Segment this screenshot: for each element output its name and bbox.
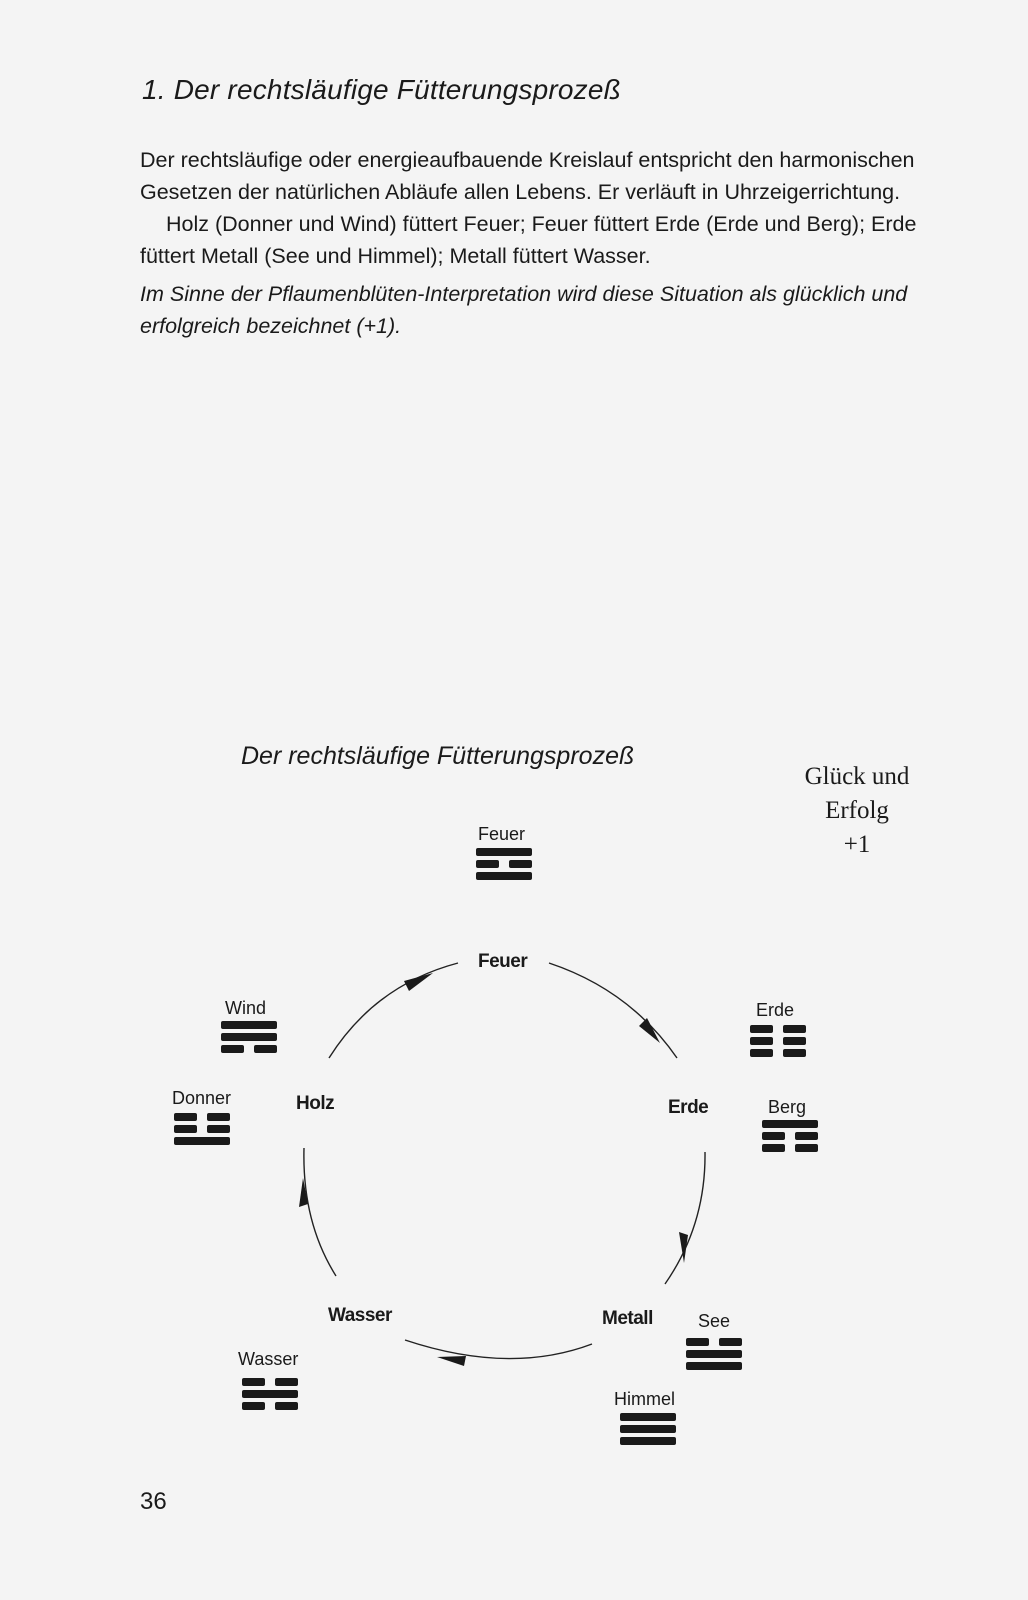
trigram-berg-line-1	[762, 1120, 818, 1128]
trigram-erde-line-1-seg-2	[783, 1025, 806, 1033]
section-heading: 1. Der rechtsläufige Fütterungsprozeß	[142, 74, 621, 105]
trigram-feuer-icon	[476, 848, 532, 880]
trigram-wind-icon	[221, 1021, 277, 1053]
trigram-wasser-line-3-seg-2	[275, 1402, 298, 1410]
paragraph-intro: Der rechtsläufige oder energieaufbauende Kreislauf entspricht den harmonischen Gesetzen der natürlichen Abläufe allen Lebens. Er verläuft in Uhrzeigerrichtung.	[140, 148, 915, 204]
trigram-berg-line-3-seg-1	[762, 1144, 785, 1152]
trigram-donner-line-1-seg-2	[207, 1113, 230, 1121]
trigram-see-line-3	[686, 1362, 742, 1370]
trigram-see-line-1-seg-1	[686, 1338, 709, 1346]
trigram-berg-icon	[762, 1120, 818, 1152]
trigram-erde-line-1-seg-1	[750, 1025, 773, 1033]
trigram-label-wind: Wind	[225, 998, 267, 1018]
trigram-label-himmel: Himmel	[614, 1389, 675, 1409]
trigram-see-line-1-seg-2	[719, 1338, 742, 1346]
trigram-feuer-line-2-seg-2	[509, 860, 532, 868]
trigram-label-feuer: Feuer	[478, 824, 526, 844]
trigram-berg-line-2-seg-1	[762, 1132, 785, 1140]
trigram-himmel-line-3	[620, 1437, 676, 1445]
trigram-himmel-icon	[620, 1413, 676, 1445]
trigram-erde-line-2-seg-2	[783, 1037, 806, 1045]
arc-holz-feuer	[329, 963, 458, 1058]
trigram-erde-line-3-seg-2	[783, 1049, 806, 1057]
trigram-feuer-line-2-seg-1	[476, 860, 499, 868]
arc-wasser-holz	[304, 1148, 336, 1276]
trigram-see-line-2	[686, 1350, 742, 1358]
trigram-wind-line-3-seg-1	[221, 1045, 244, 1053]
trigram-donner-line-2-seg-2	[207, 1125, 230, 1133]
trigram-feuer-line-3	[476, 872, 532, 880]
trigram-wasser-line-3-seg-1	[242, 1402, 265, 1410]
trigram-wind-line-3-seg-2	[254, 1045, 277, 1053]
trigram-berg-line-2-seg-2	[795, 1132, 818, 1140]
paragraph-interpretation: Im Sinne der Pflaumenblüten-Interpretation wird diese Situation als glücklich und erfolgreich bezeichnet (+1).	[140, 282, 908, 338]
luck-note-value: +1	[843, 831, 871, 858]
trigram-label-berg: Berg	[768, 1097, 807, 1117]
trigram-donner-line-3	[174, 1137, 230, 1145]
trigram-himmel-line-1	[620, 1413, 676, 1421]
trigram-erde-line-2-seg-1	[750, 1037, 773, 1045]
trigram-label-wasser: Wasser	[238, 1349, 299, 1369]
luck-note-line2: Erfolg	[825, 797, 889, 824]
phase-label-metall: Metall	[602, 1308, 653, 1329]
trigram-wind-line-1	[221, 1021, 277, 1029]
trigram-wasser-line-1-seg-1	[242, 1378, 265, 1386]
trigram-wasser-line-2	[242, 1390, 298, 1398]
trigram-feuer-line-1	[476, 848, 532, 856]
trigram-berg-line-3-seg-2	[795, 1144, 818, 1152]
phase-label-feuer: Feuer	[478, 951, 528, 972]
arrow-feuer-erde	[639, 1018, 660, 1043]
arrow-holz-feuer	[404, 973, 433, 991]
paragraph-cycle: Holz (Donner und Wind) füttert Feuer; Feuer füttert Erde (Erde und Berg); Erde füttert Metall (See und Himmel); Metall füttert Wasser.	[140, 212, 917, 268]
phase-label-holz: Holz	[296, 1093, 335, 1114]
page-number: 36	[140, 1488, 167, 1515]
diagram-title: Der rechtsläufige Fütterungsprozeß	[241, 742, 635, 770]
arrow-metall-wasser	[437, 1356, 466, 1366]
trigram-label-erde: Erde	[756, 1000, 795, 1020]
trigram-wasser-line-1-seg-2	[275, 1378, 298, 1386]
trigram-donner-icon	[174, 1113, 230, 1145]
trigram-erde-line-3-seg-1	[750, 1049, 773, 1057]
trigram-label-donner: Donner	[172, 1088, 232, 1108]
trigram-donner-line-1-seg-1	[174, 1113, 197, 1121]
arc-feuer-erde	[549, 963, 677, 1058]
trigram-erde-icon	[750, 1025, 806, 1057]
arc-metall-wasser	[405, 1340, 592, 1359]
trigram-wind-line-2	[221, 1033, 277, 1041]
trigram-see-icon	[686, 1338, 742, 1370]
arc-erde-metall	[665, 1152, 705, 1284]
trigram-himmel-line-2	[620, 1425, 676, 1433]
phase-label-wasser: Wasser	[328, 1305, 392, 1326]
trigram-wasser-icon	[242, 1378, 298, 1410]
luck-note-line1: Glück und	[804, 763, 910, 790]
trigram-label-see: See	[698, 1311, 731, 1331]
trigram-donner-line-2-seg-1	[174, 1125, 197, 1133]
phase-label-erde: Erde	[668, 1097, 709, 1118]
